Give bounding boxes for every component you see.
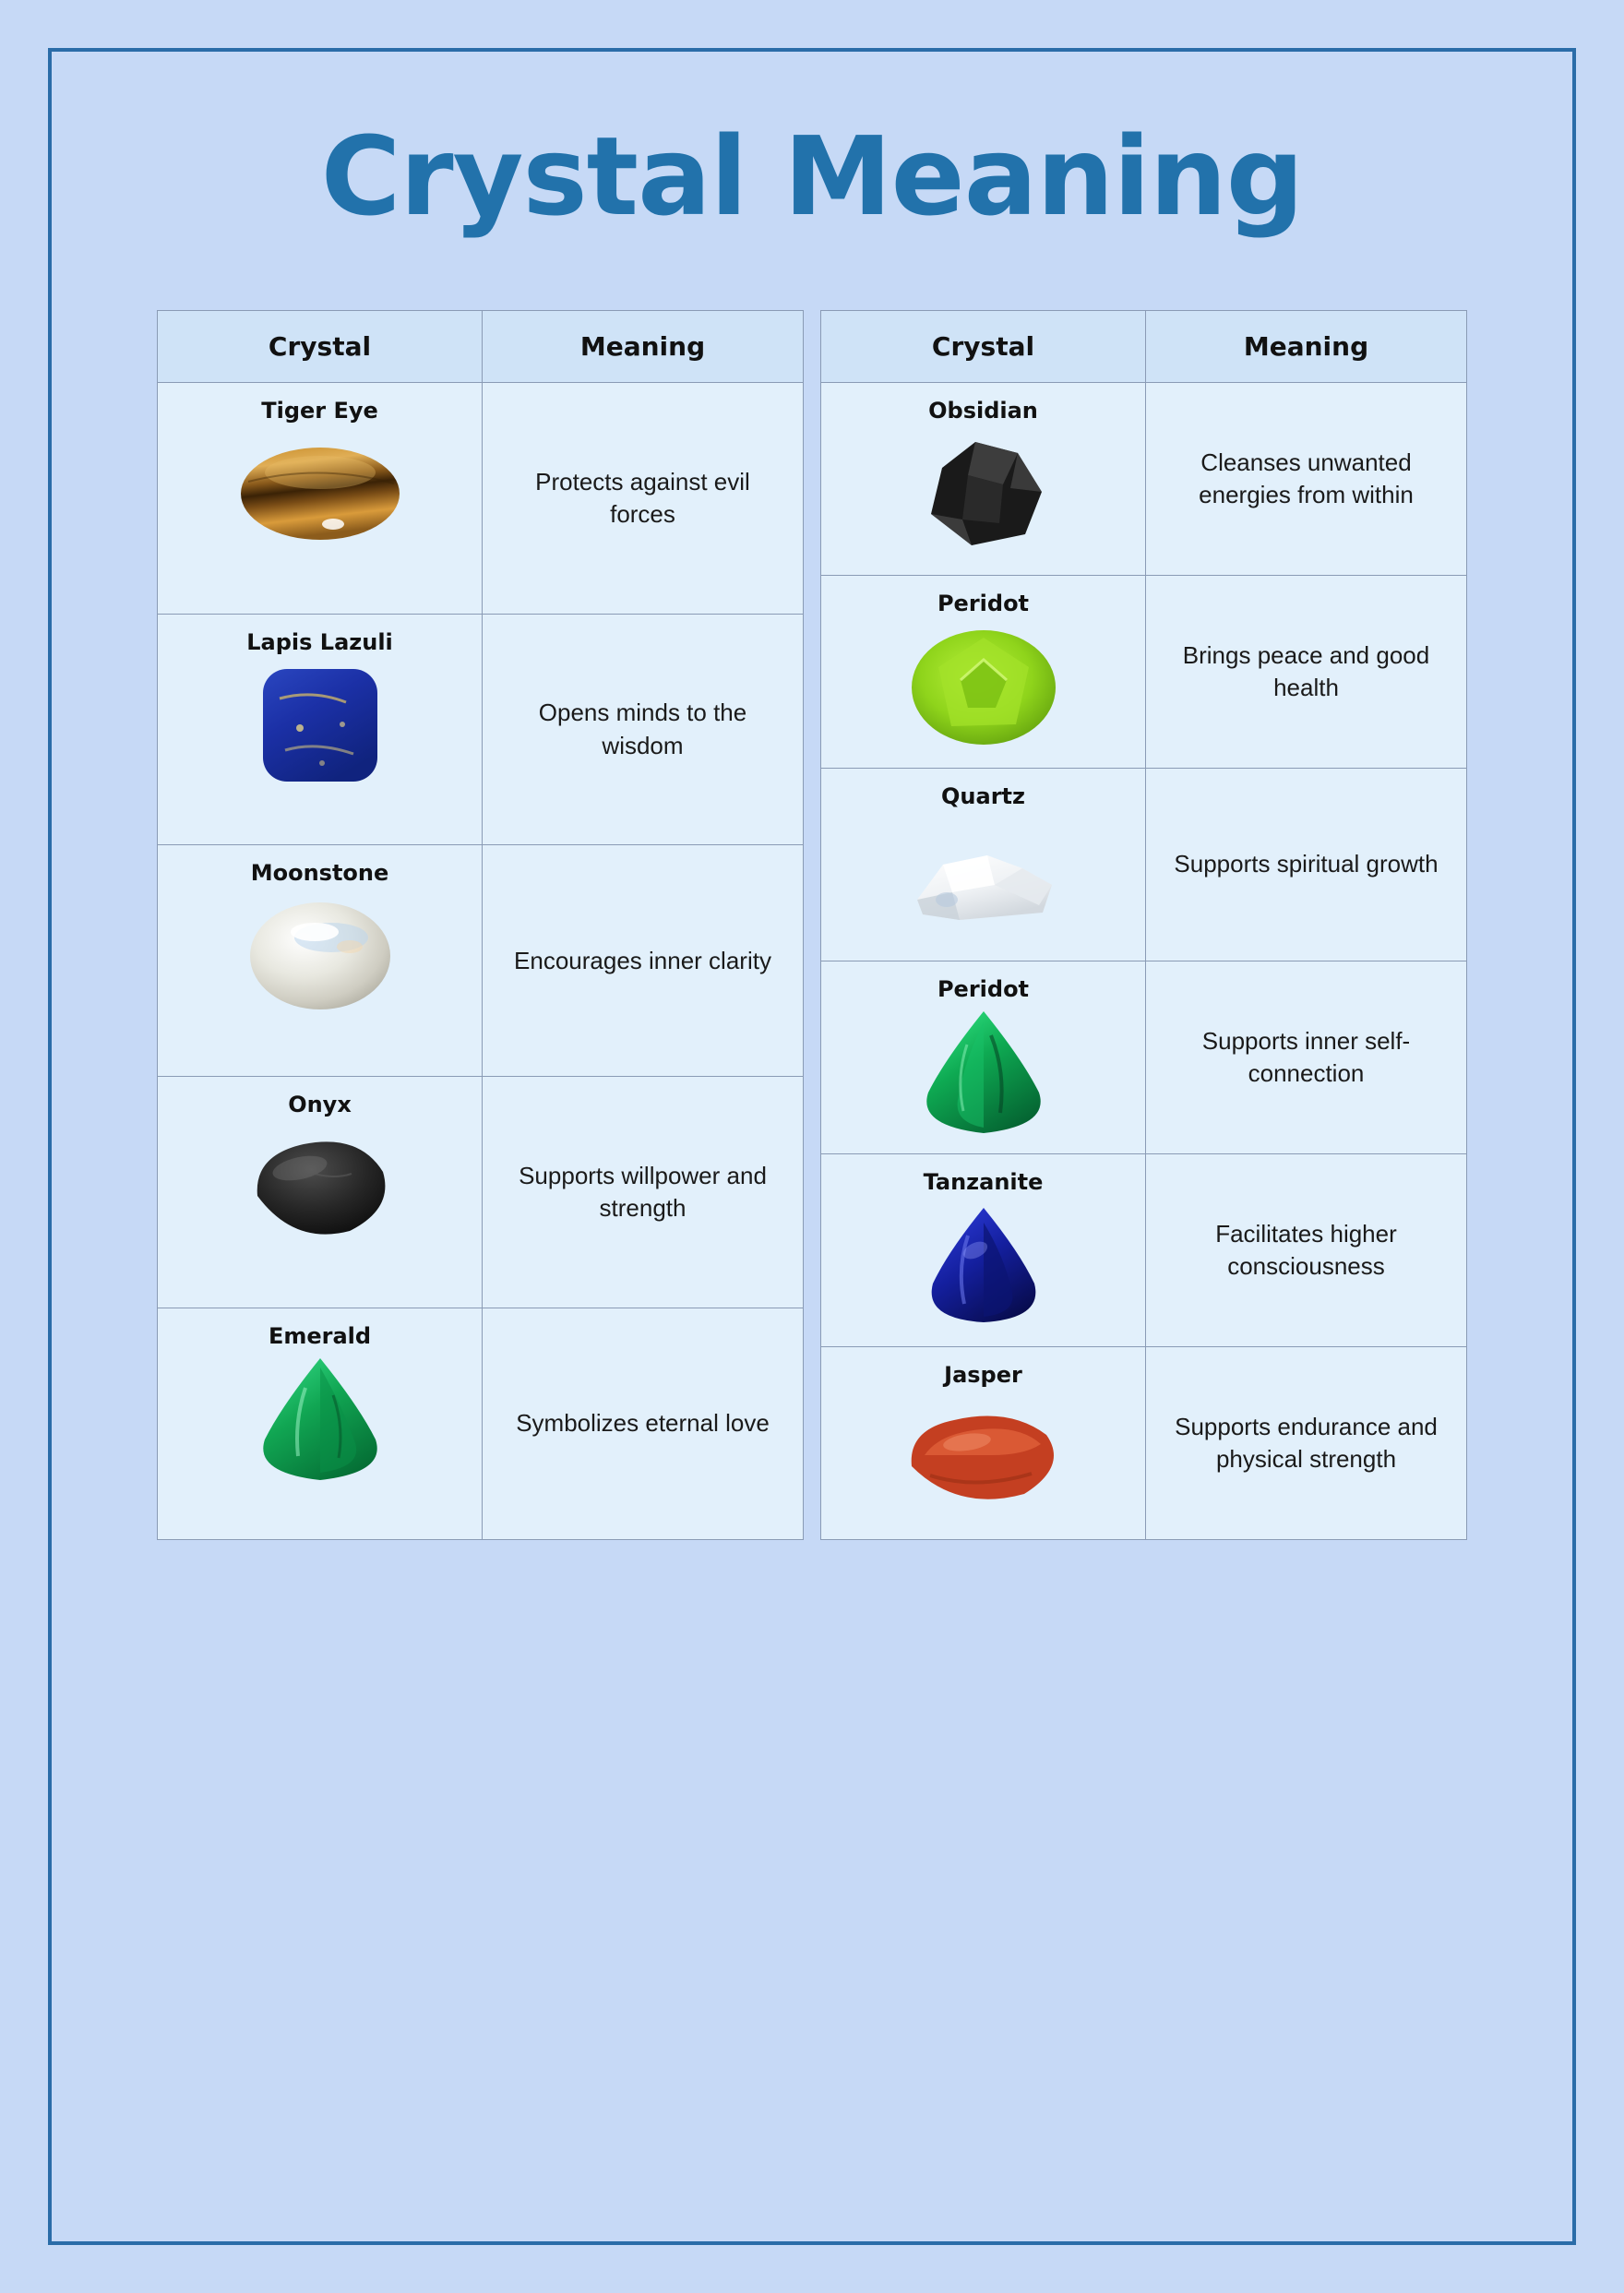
crystal-name: Peridot [937, 590, 1030, 616]
crystal-name: Lapis Lazuli [246, 628, 393, 655]
jasper-gem-icon [902, 1402, 1065, 1514]
meaning-cell: Opens minds to the wisdom [483, 614, 804, 845]
meaning-cell: Protects against evil forces [483, 382, 804, 614]
table-row [821, 1346, 1467, 1539]
table-row [821, 575, 1467, 768]
column-header-crystal: Crystal [158, 310, 483, 382]
crystal-name: Moonstone [250, 860, 389, 887]
crystal-cell [821, 768, 1146, 961]
meaning-cell: Facilitates higher consciousness [1146, 1153, 1467, 1346]
crystal-name: Tiger Eye [261, 397, 378, 424]
table-row [158, 845, 804, 1077]
tiger-eye-gem-icon [239, 439, 401, 548]
crystal-name: Jasper [944, 1361, 1022, 1388]
crystal-table-right [820, 310, 1467, 1540]
column-header-meaning: Meaning [1146, 310, 1467, 382]
gem-image-wrap [163, 1127, 476, 1248]
table-row [158, 382, 804, 614]
crystal-name: Quartz [941, 782, 1025, 809]
crystal-name: Onyx [288, 1092, 352, 1118]
table-row [821, 382, 1467, 575]
gem-image-wrap [163, 1358, 476, 1480]
meaning-cell: Symbolizes eternal love [483, 1308, 804, 1540]
table-row [158, 1308, 804, 1540]
table-header-row [821, 310, 1467, 382]
tanzanite-gem-icon [916, 1204, 1051, 1326]
page-title: Crystal Meaning [320, 113, 1304, 240]
meaning-cell: Brings peace and good health [1146, 575, 1467, 768]
meaning-cell: Supports inner self-connection [1146, 961, 1467, 1153]
crystal-cell [158, 1077, 483, 1308]
meaning-cell: Supports endurance and physical strength [1146, 1346, 1467, 1539]
gem-image-wrap [163, 895, 476, 1017]
gem-image-wrap [827, 626, 1140, 747]
crystal-cell [158, 1308, 483, 1540]
column-header-meaning: Meaning [483, 310, 804, 382]
peridot-gem-icon [907, 623, 1060, 750]
crystal-cell [821, 961, 1146, 1153]
table-header-row [158, 310, 804, 382]
table-row [821, 1153, 1467, 1346]
obsidian-gem-icon [914, 435, 1053, 553]
emerald-gem-icon [248, 1355, 392, 1484]
green-emerald-gem-icon [912, 1008, 1056, 1137]
meaning-cell: Supports willpower and strength [483, 1077, 804, 1308]
crystal-cell [158, 845, 483, 1077]
moonstone-gem-icon [246, 897, 394, 1015]
tables-container [48, 310, 1576, 1540]
crystal-name: Emerald [268, 1323, 372, 1350]
crystal-name: Tanzanite [923, 1168, 1044, 1195]
lapis-lazuli-gem-icon [257, 662, 383, 789]
crystal-cell [821, 382, 1146, 575]
meaning-cell: Encourages inner clarity [483, 845, 804, 1077]
gem-image-wrap [163, 433, 476, 555]
crystal-cell [821, 1346, 1146, 1539]
gem-image-wrap [827, 1204, 1140, 1326]
crystal-name: Obsidian [928, 397, 1038, 424]
table-row [158, 1077, 804, 1308]
crystal-table-left [157, 310, 804, 1540]
gem-image-wrap [827, 433, 1140, 555]
meaning-cell: Cleanses unwanted energies from within [1146, 382, 1467, 575]
gem-image-wrap [827, 1011, 1140, 1133]
table-row [158, 614, 804, 845]
table-row [821, 961, 1467, 1153]
gem-image-wrap [827, 818, 1140, 940]
table-row [821, 768, 1467, 961]
crystal-cell [821, 575, 1146, 768]
crystal-cell [158, 382, 483, 614]
crystal-name: Peridot [937, 975, 1030, 1002]
gem-image-wrap [163, 664, 476, 786]
onyx-gem-icon [246, 1131, 394, 1244]
crystal-cell [821, 1153, 1146, 1346]
column-header-crystal: Crystal [821, 310, 1146, 382]
gem-image-wrap [827, 1397, 1140, 1519]
quartz-gem-icon [904, 828, 1063, 931]
crystal-cell [158, 614, 483, 845]
meaning-cell: Supports spiritual growth [1146, 768, 1467, 961]
